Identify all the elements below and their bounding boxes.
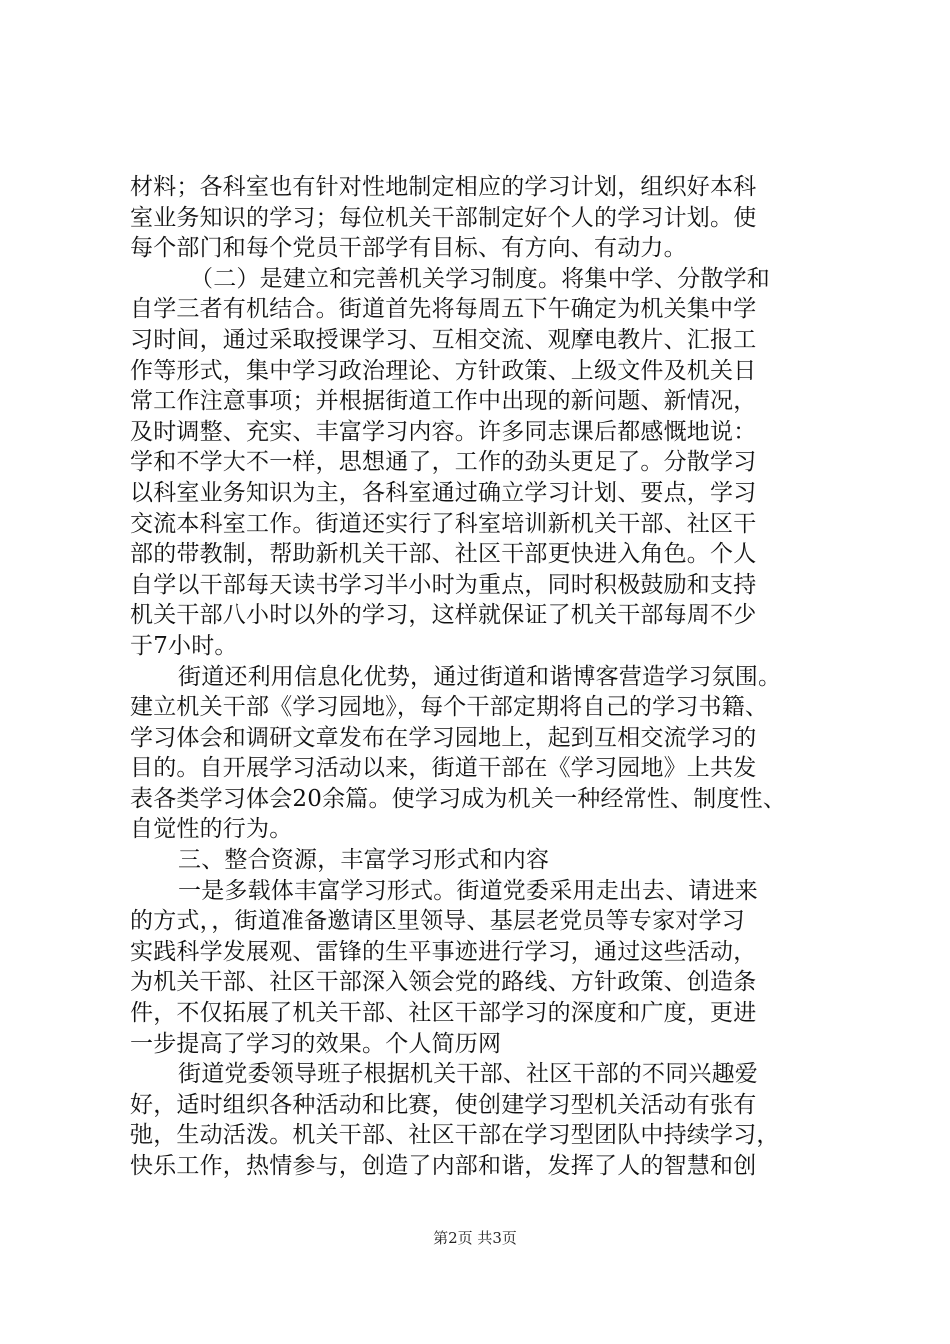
text-line: 学和不学大不一样，思想通了，工作的劲头更足了。分散学习 bbox=[130, 449, 757, 476]
text-line: 一步提高了学习的效果。个人简历网 bbox=[130, 1030, 502, 1057]
text-line: 弛，生动活泼。机关干部、社区干部在学习型团队中持续学习， bbox=[130, 1122, 780, 1149]
text-line: 街道还利用信息化优势，通过街道和谐博客营造学习氛围。 bbox=[178, 663, 782, 690]
text-line: 于7小时。 bbox=[130, 632, 238, 659]
text-line: 常工作注意事项；并根据街道工作中出现的新问题、新情况， bbox=[130, 388, 757, 415]
text-line: 每个部门和每个党员干部学有目标、有方向、有动力。 bbox=[130, 235, 687, 262]
text-line: 以科室业务知识为主，各科室通过确立学习计划、要点，学习 bbox=[130, 479, 757, 506]
text-line: 机关干部八小时以外的学习，这样就保证了机关干部每周不少 bbox=[130, 602, 757, 629]
text-line: 自学三者有机结合。街道首先将每周五下午确定为机关集中学 bbox=[130, 296, 757, 323]
page-number-footer: 第2页 共3页 bbox=[433, 1229, 517, 1247]
text-line: 实践科学发展观、雷锋的生平事迹进行学习，通过这些活动， bbox=[130, 938, 757, 965]
text-line: 部的带教制，帮助新机关干部、社区干部更快进入角色。个人 bbox=[130, 541, 757, 568]
text-line: 的方式，，街道准备邀请区里领导、基层老党员等专家对学习 bbox=[130, 908, 745, 935]
text-line: 件，不仅拓展了机关干部、社区干部学习的深度和广度，更进 bbox=[130, 1000, 757, 1027]
text-line: 交流本科室工作。街道还实行了科室培训新机关干部、社区干 bbox=[130, 510, 757, 537]
text-line: 自觉性的行为。 bbox=[130, 816, 293, 843]
text-line: 学习体会和调研文章发布在学习园地上，起到互相交流学习的 bbox=[130, 724, 757, 751]
text-line: 好，适时组织各种活动和比赛，使创建学习型机关活动有张有 bbox=[130, 1091, 757, 1118]
text-line: 自学以干部每天读书学习半小时为重点，同时积极鼓励和支持 bbox=[130, 571, 757, 598]
text-line: 室业务知识的学习；每位机关干部制定好个人的学习计划。使 bbox=[130, 204, 757, 231]
text-line: 及时调整、充实、丰富学习内容。许多同志课后都感慨地说： bbox=[130, 418, 757, 445]
text-line: 一是多载体丰富学习形式。街道党委采用走出去、请进来 bbox=[178, 877, 758, 904]
text-line: 建立机关干部《学习园地》，每个干部定期将自己的学习书籍、 bbox=[130, 694, 769, 721]
text-line: 快乐工作，热情参与，创造了内部和谐，发挥了人的智慧和创 bbox=[130, 1153, 757, 1179]
text-line: （二）是建立和完善机关学习制度。将集中学、分散学和 bbox=[190, 265, 770, 292]
text-line: 街道党委领导班子根据机关干部、社区干部的不同兴趣爱 bbox=[178, 1061, 758, 1088]
text-line: 为机关干部、社区干部深入领会党的路线、方针政策、创造条 bbox=[130, 969, 757, 996]
text-line: 表各类学习体会20余篇。使学习成为机关一种经常性、制度性、 bbox=[130, 785, 787, 812]
text-line: 作等形式，集中学习政治理论、方针政策、上级文件及机关日 bbox=[130, 357, 757, 384]
section-heading: 三、整合资源，丰富学习形式和内容 bbox=[178, 847, 550, 874]
text-line: 材料；各科室也有针对性地制定相应的学习计划，组织好本科 bbox=[130, 174, 757, 200]
text-line: 目的。自开展学习活动以来，街道干部在《学习园地》上共发 bbox=[130, 755, 757, 782]
document-body bbox=[130, 172, 855, 1182]
text-line: 习时间，通过采取授课学习、互相交流、观摩电教片、汇报工 bbox=[130, 326, 757, 353]
